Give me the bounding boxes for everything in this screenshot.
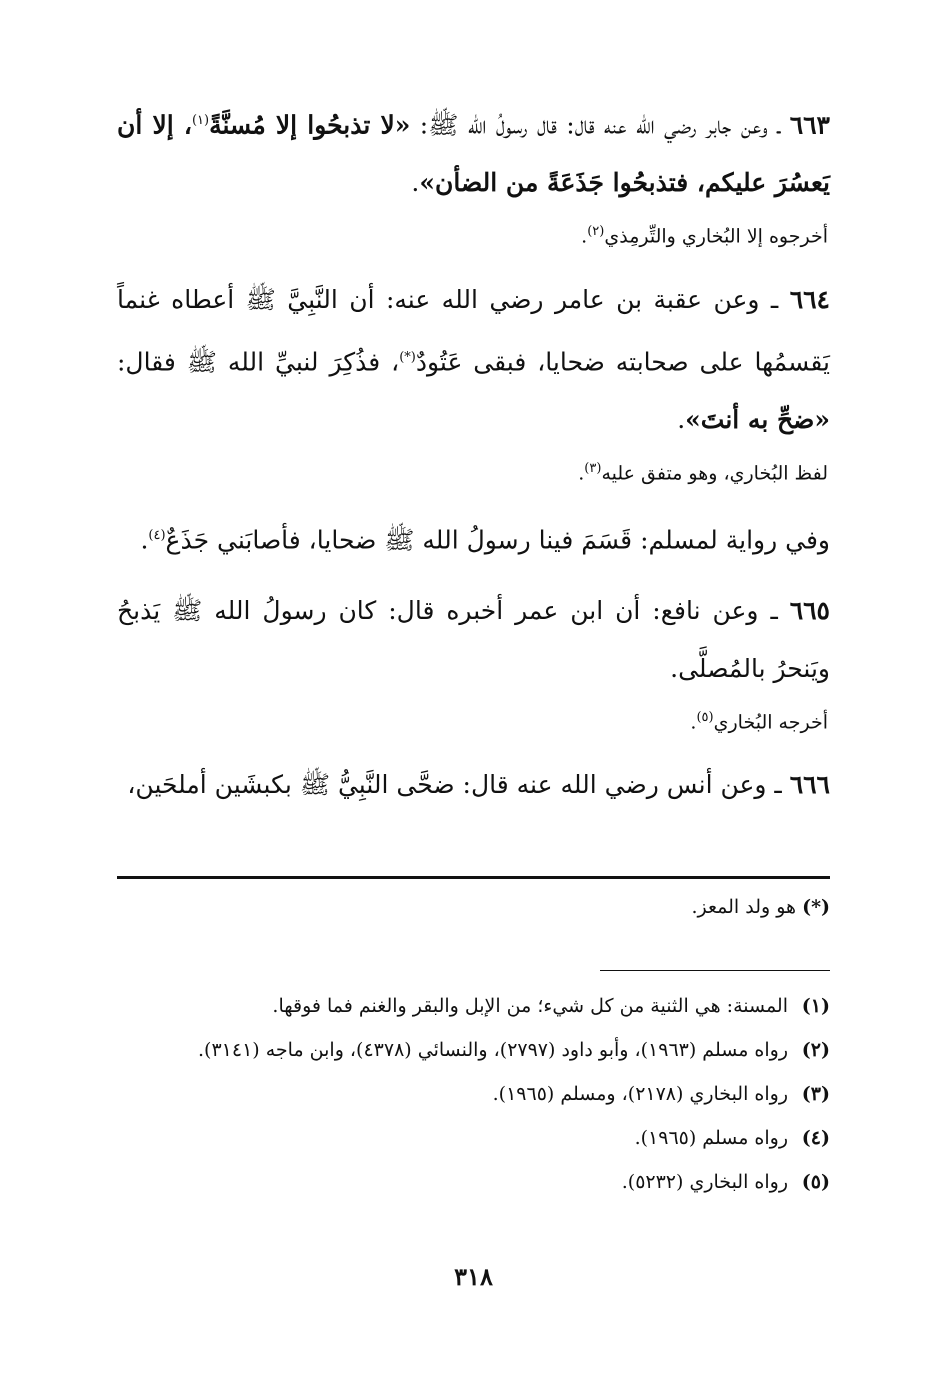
footnote bbox=[117, 1072, 830, 1116]
hadith-number: ٦٦٥ bbox=[789, 595, 830, 625]
hadith-end: . bbox=[411, 168, 420, 198]
footnote-ref: (١) bbox=[191, 113, 210, 128]
footnote-number: (٤) bbox=[801, 1127, 830, 1149]
hadith-number: ٦٦٤ bbox=[789, 284, 830, 314]
footnote-text: رواه البخاري (٥٢٣٢). bbox=[621, 1171, 788, 1193]
hadith-source: لفظ البُخاري، وهو متفق عليه$^{(٣)}$. bbox=[578, 460, 828, 485]
hadith-intro: ـ وعن نافع: أن ابن عمر أخبره قال: كان رسولُ الله ﷺ يَذبحُ ويَنحرُ بالمُصلَّى bbox=[117, 595, 830, 683]
hadith-number: ٦٦٦ bbox=[789, 769, 830, 799]
hadith-end: . bbox=[670, 653, 679, 683]
hadith-variant bbox=[117, 507, 830, 569]
footnote-number: (١) bbox=[801, 995, 830, 1017]
hadith-source: أخرجوه إلا البُخاري والتِّرمِذي$^{(٢)}$. bbox=[581, 224, 828, 248]
hadith-663 bbox=[117, 92, 830, 212]
variant-end: . bbox=[140, 525, 149, 555]
footnote-text: المسنة: هي الثنية من كل شيء؛ من الإبل والبقر والغنم فما فوقها. bbox=[272, 995, 788, 1017]
footnote-number: (٣) bbox=[801, 1083, 830, 1105]
footnote-number: (٥) bbox=[801, 1171, 830, 1193]
source-text: أخرجوه إلا البُخاري والتِّرمِذي bbox=[604, 225, 828, 248]
star-note-text: هو ولد المعز. bbox=[691, 896, 797, 918]
footnote-text: رواه مسلم (١٩٦٣)، وأبو داود (٢٧٩٧)، والنسائي (٤٣٧٨)، وابن ماجه (٣١٤١). bbox=[198, 1039, 788, 1061]
hadith-666 bbox=[117, 756, 830, 814]
footnote-short-divider bbox=[600, 970, 830, 971]
footnote-ref: (٢) bbox=[587, 224, 605, 240]
hadith-quote: «لا تذبحُوا إلا مُسنَّةً bbox=[209, 110, 411, 140]
hadith-intro: ـ وعن أنس رضي الله عنه قال: ضحَّى النَّبِيُّ ﷺ بكبشَين أملحَين، bbox=[127, 769, 790, 799]
source-text: أخرجه البُخاري bbox=[713, 710, 828, 733]
footnote bbox=[117, 1028, 830, 1072]
footnote-ref: (٥) bbox=[696, 709, 714, 725]
star-note bbox=[117, 890, 830, 924]
variant-text: وفي رواية لمسلم: قَسَمَ فينا رسولُ الله ﷺ ضحايا، فأصابَني جَذَعٌ bbox=[165, 525, 830, 555]
hadith-end: . bbox=[677, 404, 686, 434]
main-text bbox=[117, 92, 830, 814]
source-text: لفظ البُخاري، وهو متفق عليه bbox=[601, 462, 828, 485]
hadith-quote-end: ، إلا أن يَعسُرَ عليكم، فتذبحُوا جَذَعَةً من الضأن» bbox=[117, 110, 830, 198]
footnote-text: رواه مسلم (١٩٦٥). bbox=[634, 1127, 788, 1149]
footnote bbox=[117, 984, 830, 1028]
hadith-intro: ـ وعن جابر رضي الله عنه قال: قال رسولُ الله ﷺ: bbox=[410, 110, 790, 140]
page-number: ٣١٨ bbox=[454, 1262, 493, 1291]
footnote-ref: (٤) bbox=[148, 528, 166, 544]
footnote bbox=[117, 1116, 830, 1160]
hadith-source: أخرجه البُخاري$^{(٥)}$. bbox=[690, 709, 828, 733]
hadith-664 bbox=[117, 271, 830, 449]
hadith-665 bbox=[117, 582, 830, 698]
hadith-quote: «ضحِّ به أنتَ» bbox=[685, 404, 830, 434]
footnotes bbox=[117, 984, 830, 1204]
star-ref: (*) bbox=[399, 349, 416, 365]
hadith-number: ٦٦٣ bbox=[789, 110, 830, 140]
footnote-number: (٢) bbox=[801, 1039, 830, 1061]
hadith-mid: ، فذُكِرَ لنبيِّ الله ﷺ فقال: bbox=[117, 346, 400, 376]
footnote-ref: (٣) bbox=[584, 460, 602, 476]
footnote-divider bbox=[117, 876, 830, 879]
hadith-intro: ـ وعن عقبة بن عامر رضي الله عنه: أن النَّبِيَّ ﷺ أعطاه غنماً يَقسمُها على صحابته ضحايا، فبقى عَتُودٌ bbox=[117, 284, 830, 376]
star-marker: (*) bbox=[802, 896, 830, 918]
footnote bbox=[117, 1160, 830, 1204]
footnote-text: رواه البخاري (٢١٧٨)، ومسلم (١٩٦٥). bbox=[492, 1083, 788, 1105]
